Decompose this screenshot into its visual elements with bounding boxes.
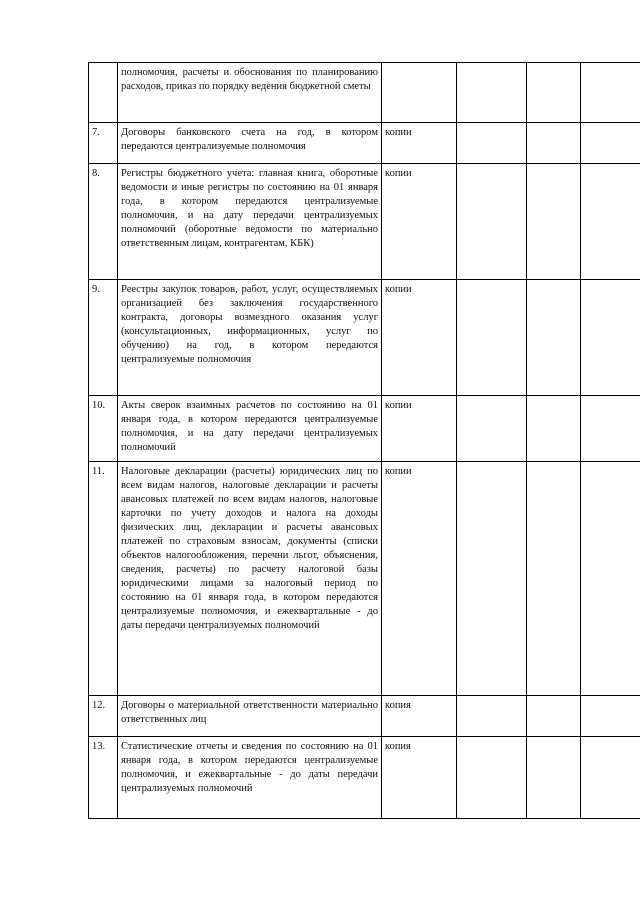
empty-cell: [457, 462, 527, 696]
empty-cell: [527, 462, 581, 696]
empty-cell: [581, 696, 640, 737]
row-description: Статистические отчеты и сведения по состоянию на 01 января года, в котором передаются централизуемые полномочия, и ежеквартальные - до даты передачи централизуемых полномочий: [118, 737, 382, 819]
empty-cell: [457, 164, 527, 280]
empty-cell: [581, 396, 640, 462]
row-number: 13.: [89, 737, 118, 819]
row-number: 8.: [89, 164, 118, 280]
empty-cell: [581, 63, 640, 123]
documents-table: [88, 62, 640, 819]
row-number: 10.: [89, 396, 118, 462]
row-description: Договоры банковского счета на год, в котором передаются централизуемые полномочия: [118, 123, 382, 164]
table-row: [89, 462, 640, 696]
row-number: 12.: [89, 696, 118, 737]
table-row: [89, 164, 640, 280]
row-form: копии: [382, 462, 457, 696]
table-row: [89, 123, 640, 164]
empty-cell: [457, 280, 527, 396]
empty-cell: [527, 280, 581, 396]
empty-cell: [527, 737, 581, 819]
empty-cell: [527, 164, 581, 280]
row-number: 9.: [89, 280, 118, 396]
table-row: [89, 396, 640, 462]
empty-cell: [581, 462, 640, 696]
row-number: 11.: [89, 462, 118, 696]
row-form: копия: [382, 696, 457, 737]
empty-cell: [457, 696, 527, 737]
empty-cell: [457, 737, 527, 819]
table-row: [89, 63, 640, 123]
empty-cell: [527, 696, 581, 737]
table-row: [89, 737, 640, 819]
empty-cell: [457, 123, 527, 164]
empty-cell: [527, 123, 581, 164]
row-number: [89, 63, 118, 123]
row-form: копии: [382, 280, 457, 396]
table-row: [89, 696, 640, 737]
empty-cell: [457, 396, 527, 462]
row-number: 7.: [89, 123, 118, 164]
empty-cell: [581, 164, 640, 280]
empty-cell: [581, 737, 640, 819]
row-form: копии: [382, 396, 457, 462]
row-description: Реестры закупок товаров, работ, услуг, осуществляемых организацией без заключения государственного контракта, договоры возмездного оказания услуг (консультационных, информационных, услуг по обучению) на год, в котором передаются централизуемые полномочия: [118, 280, 382, 396]
row-form: копии: [382, 123, 457, 164]
row-description: Налоговые декларации (расчеты) юридических лиц по всем видам налогов, налоговые декларации и расчеты авансовых платежей по всем видам налогов, налоговые карточки по учету доходов и налога на доходы физических лиц, декларации и расчеты авансовых платежей по страховым взносам, документы (списки объектов налогообложения, перечни льгот, объяснения, сведения, расчеты) по расчету налоговой базы юридическими лицами за налоговый период по состоянию на 01 января года, в котором передаются централизуемые полномочия, и ежеквартальные - до даты передачи централизуемых полномочий: [118, 462, 382, 696]
empty-cell: [581, 123, 640, 164]
empty-cell: [457, 63, 527, 123]
table-row: [89, 280, 640, 396]
row-form: копии: [382, 164, 457, 280]
row-description: полномочия, расчеты и обоснования по планированию расходов, приказ по порядку ведения бюджетной сметы: [118, 63, 382, 123]
empty-cell: [527, 63, 581, 123]
row-description: Регистры бюджетного учета: главная книга, оборотные ведомости и иные регистры по состоянию на 01 января года, в котором передаются централизуемые полномочия, и на дату передачи централизуемых полномочий (оборотные ведомости по материально ответственным лицам, контрагентам, КБК): [118, 164, 382, 280]
empty-cell: [527, 396, 581, 462]
row-description: Акты сверок взаимных расчетов по состоянию на 01 января года, в котором передаются централизуемые полномочия, и на дату передачи централизуемых полномочий: [118, 396, 382, 462]
row-description: Договоры о материальной ответственности материально ответственных лиц: [118, 696, 382, 737]
row-form: [382, 63, 457, 123]
row-form: копия: [382, 737, 457, 819]
empty-cell: [581, 280, 640, 396]
